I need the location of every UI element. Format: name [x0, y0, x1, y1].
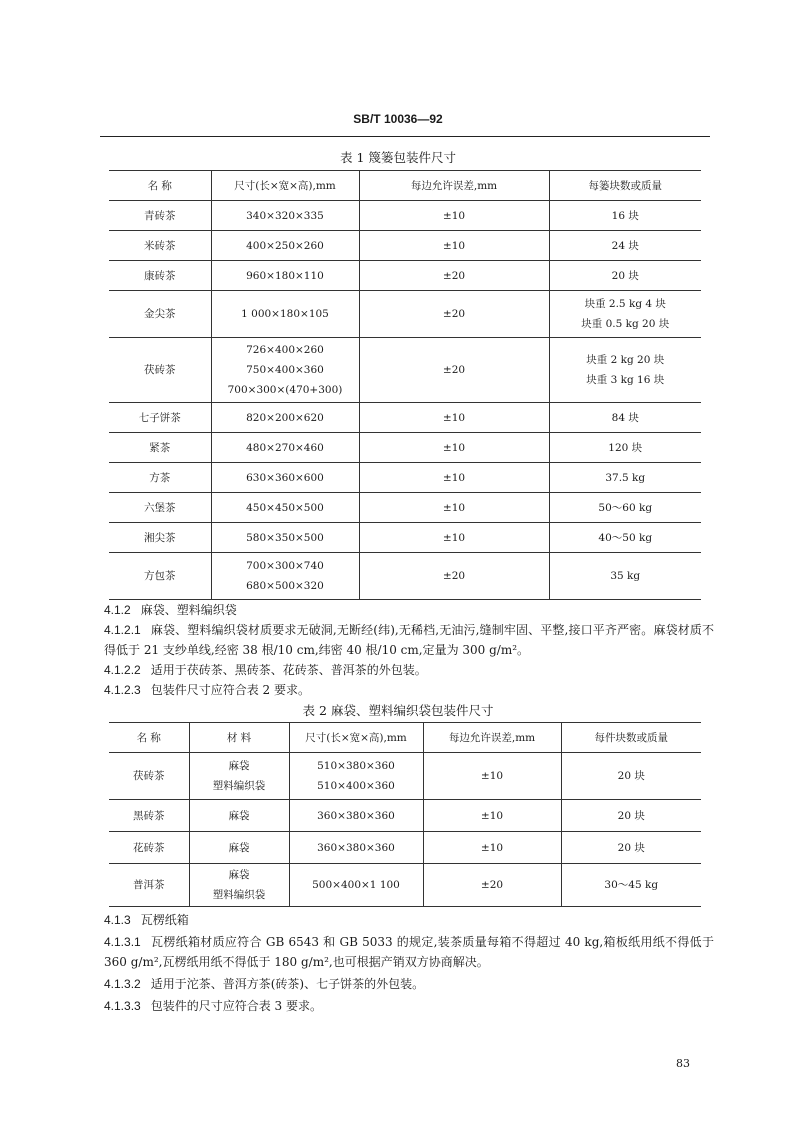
table2-header-size: 尺寸(长×宽×高),mm: [289, 723, 423, 753]
table1-cell-quantity-line: 120 块: [608, 441, 643, 454]
table2-cell-material-line: 麻袋: [228, 841, 250, 854]
table1-cell-tolerance: ±20: [359, 261, 549, 291]
table1-cell-tolerance: ±20: [359, 338, 549, 403]
table1-cell-quantity: [549, 231, 701, 261]
table2-cell-size-line: 360×380×360: [317, 809, 395, 822]
table2-cell-material: [189, 864, 289, 907]
table1-cell-quantity: [549, 463, 701, 493]
table1-cell-name: 茯砖茶: [109, 338, 211, 403]
table1: [109, 170, 701, 600]
table1-cell-quantity-line: 24 块: [611, 239, 639, 252]
table1-cell-quantity: [549, 201, 701, 231]
table2-header-name: 名 称: [109, 723, 189, 753]
table1-caption: 表 1 篾篓包装件尺寸: [340, 150, 456, 165]
paragraph-4-1-3-2: 4.1.3.2 适用于沱茶、普洱方茶(砖茶)、七子饼茶的外包装。: [104, 977, 425, 991]
table1-row: [109, 261, 701, 291]
table1-cell-size-line: 340×320×335: [246, 209, 324, 222]
table1-cell-quantity: [549, 338, 701, 403]
table1-row: [109, 493, 701, 523]
table1-cell-quantity: [549, 523, 701, 553]
table1-cell-tolerance: ±10: [359, 231, 549, 261]
paragraph-4-1-2-2: 4.1.2.2 适用于茯砖茶、黑砖茶、花砖茶、普洱茶的外包装。: [104, 663, 427, 677]
table1-cell-tolerance: ±10: [359, 493, 549, 523]
table1-cell-size: [211, 553, 359, 600]
table1-header-row: [109, 171, 701, 201]
table2-cell-size-line: 360×380×360: [317, 841, 395, 854]
table2-cell-size: [289, 800, 423, 832]
table1-cell-size: [211, 493, 359, 523]
table2-cell-size: [289, 753, 423, 800]
paragraph-4-1-2-1: 4.1.2.1 麻袋、塑料编织袋材质要求无破洞,无断经(纬),无稀档,无油污,缝制牢固、平整,接口平齐严密。麻袋材质不得低于 21 支纱单线,经密 38 根/10 cm,纬密 40 根/10 cm,定量为 300 g/m²。: [104, 623, 714, 657]
paragraph-4-1-2-3: 4.1.2.3 包装件尺寸应符合表 2 要求。: [104, 683, 310, 697]
table1-cell-tolerance: ±10: [359, 523, 549, 553]
table1-cell-quantity-line: 37.5 kg: [605, 471, 646, 484]
table2-cell-size-line: 510×400×360: [317, 780, 395, 792]
table2-header-row: [109, 723, 701, 753]
table1-cell-size-line: 630×360×600: [246, 471, 324, 484]
table1-cell-size: [211, 403, 359, 433]
table1-row: [109, 403, 701, 433]
table2-cell-tolerance: ±20: [423, 864, 561, 907]
table1-cell-name: 紧茶: [109, 433, 211, 463]
table2-cell-material: [189, 753, 289, 800]
table1-cell-quantity-line: 块重 2.5 kg 4 块: [584, 298, 666, 310]
table1-header-tolerance: 每边允许误差,mm: [359, 171, 549, 201]
table2-cell-name: 茯砖茶: [109, 753, 189, 800]
table1-cell-size-line: 680×500×320: [246, 580, 324, 592]
table1-cell-size: [211, 523, 359, 553]
table1-cell-quantity-line: 块重 0.5 kg 20 块: [581, 318, 670, 330]
table1-cell-tolerance: ±10: [359, 201, 549, 231]
table1-cell-size-line: 450×450×500: [246, 501, 324, 514]
table1-cell-quantity: [549, 403, 701, 433]
table1-cell-name: 米砖茶: [109, 231, 211, 261]
table2-cell-quantity: 30～45 kg: [561, 864, 701, 907]
table1-cell-size: [211, 201, 359, 231]
table1-cell-size-line: 750×400×360: [246, 364, 324, 376]
table1-cell-quantity-line: 35 kg: [610, 570, 641, 582]
table1-cell-quantity-line: 40～50 kg: [598, 531, 653, 544]
table1-row: [109, 201, 701, 231]
table2-cell-tolerance: ±10: [423, 800, 561, 832]
table1-cell-size-line: 1 000×180×105: [241, 308, 329, 320]
table1-cell-quantity-line: 16 块: [611, 209, 639, 222]
table1-cell-quantity-line: 50～60 kg: [598, 501, 653, 514]
table1-cell-size-line: 960×180×110: [246, 269, 324, 282]
table2-cell-name: 黑砖茶: [109, 800, 189, 832]
table2-cell-size: [289, 864, 423, 907]
table1-cell-name: 方茶: [109, 463, 211, 493]
table1-cell-size: [211, 463, 359, 493]
table1-cell-quantity-line: 84 块: [611, 411, 639, 424]
table2-cell-material-line: 塑料编织袋: [212, 889, 266, 901]
table1-cell-quantity: [549, 553, 701, 600]
table1-cell-quantity: [549, 291, 701, 338]
table2-cell-material-line: 麻袋: [228, 869, 250, 881]
table1-cell-name: 七子饼茶: [109, 403, 211, 433]
table2-cell-size: [289, 832, 423, 864]
table1-cell-name: 青砖茶: [109, 201, 211, 231]
table1-cell-quantity-line: 块重 3 kg 16 块: [586, 374, 665, 386]
section-4-1-3-heading: 4.1.3 瓦楞纸箱: [104, 913, 189, 927]
table1-cell-size-line: 580×350×500: [246, 531, 324, 544]
table1-cell-tolerance: ±10: [359, 463, 549, 493]
table1-cell-tolerance: ±20: [359, 553, 549, 600]
table1-row: [109, 433, 701, 463]
table2-cell-size-line: 510×380×360: [317, 760, 395, 772]
document-code: SB/T 10036—92: [353, 112, 443, 126]
table2-cell-tolerance: ±10: [423, 753, 561, 800]
table1-cell-quantity: [549, 261, 701, 291]
table2-cell-size-line: 500×400×1 100: [312, 879, 400, 891]
table1-cell-name: 湘尖茶: [109, 523, 211, 553]
page-number: 83: [676, 1057, 690, 1070]
table1-cell-name: 金尖茶: [109, 291, 211, 338]
header-rule: [100, 136, 710, 137]
table1-row: [109, 463, 701, 493]
table1-row: [109, 523, 701, 553]
table2-row: [109, 832, 701, 864]
table1-cell-quantity-line: 20 块: [611, 269, 639, 282]
table1-cell-size-line: 820×200×620: [246, 411, 324, 424]
table2-cell-material-line: 麻袋: [228, 809, 250, 822]
table2-cell-material: [189, 800, 289, 832]
table1-cell-size-line: 480×270×460: [246, 441, 324, 454]
table1-cell-size: [211, 433, 359, 463]
table1-cell-tolerance: ±10: [359, 433, 549, 463]
table1-row: [109, 338, 701, 403]
table2-cell-material-line: 麻袋: [228, 760, 250, 772]
table1-cell-name: 康砖茶: [109, 261, 211, 291]
table2-cell-quantity: 20 块: [561, 753, 701, 800]
table2-cell-name: 花砖茶: [109, 832, 189, 864]
table1-cell-size-line: 700×300×(470+300): [227, 384, 343, 396]
table1-cell-size-line: 400×250×260: [246, 239, 324, 252]
table2-header-material: 材 料: [189, 723, 289, 753]
table1-row: [109, 291, 701, 338]
table1-row: [109, 231, 701, 261]
table2-cell-quantity: 20 块: [561, 832, 701, 864]
table1-cell-size: [211, 231, 359, 261]
table1-cell-size: [211, 261, 359, 291]
table1-cell-tolerance: ±20: [359, 291, 549, 338]
table1-cell-size: [211, 291, 359, 338]
table2: [109, 722, 701, 907]
table2-cell-material: [189, 832, 289, 864]
table1-header-quantity: 每篓块数或质量: [549, 171, 701, 201]
table1-cell-size: [211, 338, 359, 403]
paragraph-4-1-3-1: 4.1.3.1 瓦楞纸箱材质应符合 GB 6543 和 GB 5033 的规定,装茶质量每箱不得超过 40 kg,箱板纸用纸不得低于 360 g/m²,瓦楞纸用纸不得低于 180 g/m²,也可根据产销双方协商解决。: [104, 935, 714, 969]
table1-cell-quantity: [549, 493, 701, 523]
table1-cell-tolerance: ±10: [359, 403, 549, 433]
table2-row: [109, 800, 701, 832]
table2-cell-tolerance: ±10: [423, 832, 561, 864]
table2-cell-name: 普洱茶: [109, 864, 189, 907]
table2-row: [109, 864, 701, 907]
table2-header-tolerance: 每边允许误差,mm: [423, 723, 561, 753]
table1-header-size: 尺寸(长×宽×高),mm: [211, 171, 359, 201]
table1-header-name: 名 称: [109, 171, 211, 201]
table2-cell-material-line: 塑料编织袋: [212, 780, 266, 792]
paragraph-4-1-3-3: 4.1.3.3 包装件的尺寸应符合表 3 要求。: [104, 999, 322, 1013]
table2-row: [109, 753, 701, 800]
table1-cell-quantity-line: 块重 2 kg 20 块: [586, 354, 665, 366]
table1-cell-quantity: [549, 433, 701, 463]
table1-cell-name: 六堡茶: [109, 493, 211, 523]
table1-row: [109, 553, 701, 600]
table1-cell-name: 方包茶: [109, 553, 211, 600]
section-4-1-2-heading: 4.1.2 麻袋、塑料编织袋: [104, 603, 237, 617]
table2-header-quantity: 每件块数或质量: [561, 723, 701, 753]
table1-cell-size-line: 726×400×260: [246, 344, 324, 356]
table2-cell-quantity: 20 块: [561, 800, 701, 832]
table1-cell-size-line: 700×300×740: [246, 560, 324, 572]
table2-caption: 表 2 麻袋、塑料编织袋包装件尺寸: [302, 703, 494, 718]
